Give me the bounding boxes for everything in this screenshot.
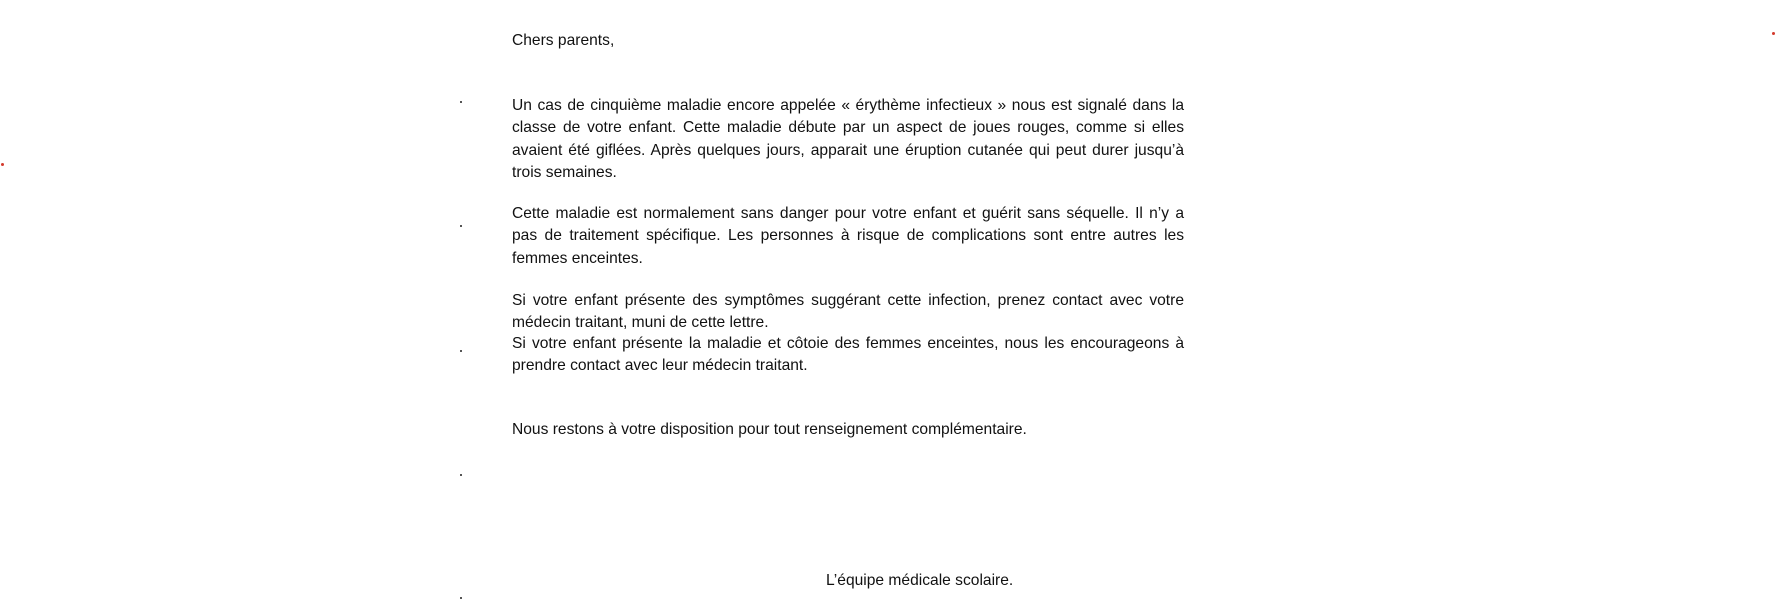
- margin-mark: [460, 101, 462, 103]
- red-mark: [1, 163, 4, 166]
- greeting: Chers parents,: [512, 32, 615, 49]
- paragraph-risk: Cette maladie est normalement sans danger pour votre enfant et guérit sans séquelle. Il n’y a pas de traitement spécifique. Les personnes à risque de complications sont entre autres les femmes enceintes.: [512, 205, 1184, 267]
- red-mark: [1772, 32, 1775, 35]
- paragraph-pregnant-contacts: Si votre enfant présente la maladie et côtoie des femmes enceintes, nous les encourageons à prendre contact avec leur médecin traitant.: [512, 335, 1184, 375]
- paragraph-diagnosis: Un cas de cinquième maladie encore appelée « érythème infectieux » nous est signalé dans la classe de votre enfant. Cette maladie débute par un aspect de joues rouges, comme si elles avaient été giflées. Après quelques jours, apparait une éruption cutanée qui peut durer jusqu’à trois semaines.: [512, 97, 1184, 182]
- margin-mark: [460, 225, 462, 227]
- paragraph-symptoms: Si votre enfant présente des symptômes suggérant cette infection, prenez contact avec votre médecin traitant, muni de cette lettre.: [512, 292, 1184, 332]
- margin-mark: [460, 474, 462, 476]
- margin-mark: [460, 597, 462, 599]
- margin-mark: [460, 350, 462, 352]
- signature: L’équipe médicale scolaire.: [826, 572, 1014, 589]
- closing-line: Nous restons à votre disposition pour tout renseignement complémentaire.: [512, 421, 1027, 438]
